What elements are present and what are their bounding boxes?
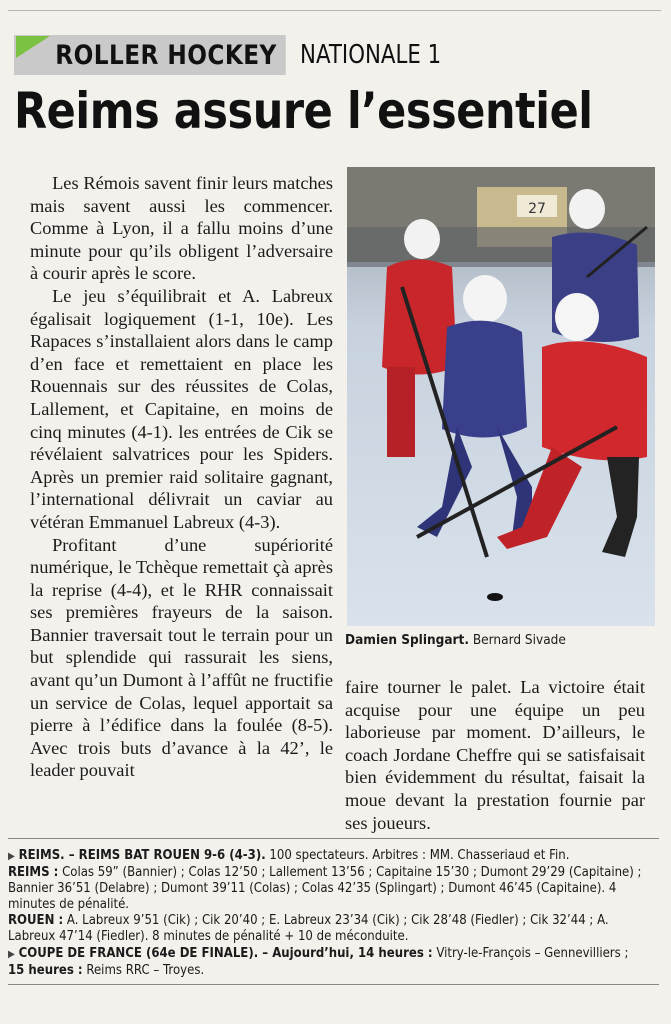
- paragraph-3: Profitant d’une supériorité numérique, le Tchèque remettait çà après la reprise (4-4), et le RHR connaissait ses premières frayeurs de la saison. Bannier traversait tout le terrain pour un but splendide qui rassurait les siens, avant qu’un Dumont à l’affût ne fructifie un service de Colas, lequel apportait sa pierre à l’édifice dans la foulée (8-5). Avec trois buts d’avance à la 42’, le leader pouvait: [30, 534, 333, 781]
- article-right-column: [345, 676, 645, 834]
- caption-credit: Bernard Sivade: [472, 632, 566, 648]
- result-headline-line: [8, 848, 647, 865]
- reims-text: Colas 59” (Bannier) ; Colas 12’50 ; Lallement 13’56 ; Capitaine 15’30 ; Dumont 29’29 (Capitaine) ; Bannier 36’51 (Delabre) ; Dumont 39’11 (Colas) ; Colas 42’35 (Splingart) ; Dumont 46’45 (Capitaine). 4 minutes de pénalité.: [8, 865, 642, 913]
- paragraph-2: Le jeu s’équilibrait et A. Labreux égalisait logiquement (1-1, 10e). Les Rapaces s’installaient alors dans le camp d’en face et remettaient en place les Rouennais sur des réussites de Colas, Lallement, et Capitaine, en moins de cinq minutes (4-1). les entrées de Cik se révélaient salvatrices pour les Spiders. Après un premier raid solitaire gagnant, l’international délivrait un caviar au vétéran Emmanuel Labreux (4-3).: [30, 285, 333, 532]
- coupe-line: [8, 946, 647, 963]
- puck-icon: [487, 593, 503, 601]
- rouen-label: ROUEN :: [8, 913, 64, 929]
- arrow-icon: ▶: [8, 851, 15, 862]
- rouen-text: A. Labreux 9’51 (Cik) ; Cik 20’40 ; E. Labreux 23’34 (Cik) ; Cik 28’48 (Fiedler) ; Cik 32’44 ; A. Labreux 47’14 (Fiedler). 8 minutes de pénalité + 10 de méconduite.: [8, 913, 609, 945]
- section-kicker: [14, 34, 472, 76]
- section-label: ROLLER HOCKEY: [14, 35, 285, 75]
- headline: Reims assure l’essentiel: [14, 82, 593, 140]
- caption-name: Damien Splingart.: [345, 632, 469, 648]
- kicker-accent-icon: [16, 36, 50, 58]
- paragraph-1: Les Rémois savent finir leurs matches mais savent aussi les commencer. Comme à Lyon, il a fallu moins d’une minute pour qu’ils obligent l’adversaire à courir après le score.: [30, 173, 333, 284]
- coupe-match: Reims RRC – Troyes.: [82, 962, 205, 978]
- results-box: [8, 848, 647, 979]
- rouen-scorers: [8, 913, 647, 945]
- box-top-rule: [8, 838, 659, 839]
- result-details: 100 spectateurs. Arbitres : MM. Chasseriaud et Fin.: [265, 848, 570, 863]
- article-photo: [347, 167, 655, 626]
- coupe-line-2: [8, 963, 647, 979]
- coupe-text: Vitry-le-François – Gennevilliers ;: [432, 945, 629, 961]
- top-rule: [8, 10, 661, 11]
- paragraph-continuation: faire tourner le palet. La victoire était acquise pour une équipe un peu laborieuse par moment. D’ailleurs, le coach Jordane Cheffre qui se satisfaisait bien évidemment du résultat, faisait la moue devant la prestation fournie par ses joueurs.: [345, 677, 645, 833]
- subsection-label: NATIONALE 1: [299, 40, 441, 70]
- coupe-time: 15 heures :: [8, 962, 83, 978]
- reims-label: REIMS :: [8, 865, 59, 881]
- box-bottom-rule: [8, 984, 659, 985]
- jersey-number-sign: 27: [528, 201, 546, 217]
- article-left-column: [30, 172, 333, 782]
- arrow-icon: ▶: [8, 948, 15, 960]
- result-title: REIMS. – REIMS BAT ROUEN 9-6 (4-3).: [18, 848, 266, 863]
- photo-caption: [345, 632, 615, 648]
- hockey-players-illustration: [347, 167, 655, 626]
- reims-scorers: [8, 865, 647, 913]
- coupe-title: COUPE DE FRANCE (64e DE FINALE). – Aujourd’hui, 14 heures :: [18, 945, 433, 961]
